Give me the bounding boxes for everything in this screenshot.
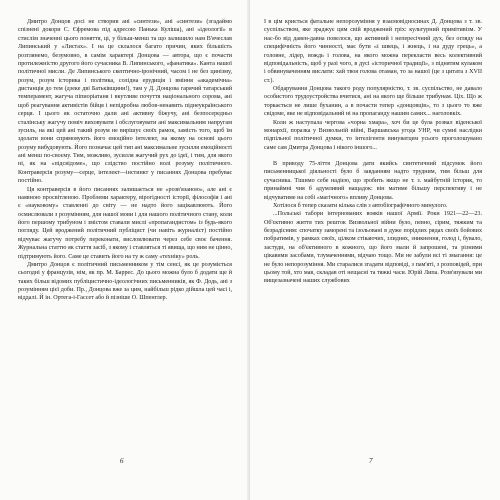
paragraph: Хотілося б тепер сказати кілька слів з автобіографічного минулого. xyxy=(273,202,448,209)
left-page-text xyxy=(18,18,232,303)
paragraph: Обдарування Донцова такого роду популярністю, т. зв. суспільство, не давало особистого трудоустройства вчитися, ані на якого ще більше трибунам. Ціх. Що ж торкається не лише буханин, а в почасти тепер «донцовців», то з цього то вже свідоме, яке не відповідальний ні на пропаганду нашим самих... наголовкіх. xyxy=(264,86,482,118)
paragraph: Ця контраверсія в його писаннях залишається не «розв'язаною», але ані є наявною просвітленою. Проблеми характеру, вірогідності історії, філософія і ані є «науковому» ставленні до світу — не надто його зацікавлюють. Його осмислювали з розумінням, для нашої мови і для нашого політичного стану, коли його першому трибуном і змістом ставали мислі «пропагандистом» із будь-якого погляду. Цей вроджений політичний публіцист (чи навіть журналіст) постійно відчуває жагучу потребу переконати, висловлювати через себе своє бачення. Журнальна статтю як стаття засіб, з якому і ставляться ті явища, що ним не цінно, підтримують його. Саме це ставить його на ту ж саму «техніку» роль. xyxy=(18,186,232,260)
page-number: 7 xyxy=(369,457,373,465)
paragraph: Дмитро Донцов досі не створив ані «синтези», ані «синтези» (згадаймо спізнені докори С. Єфремова під адресою Панька Куліша), ані «ідеології» в стислім значенні цього поняття, ці, у більш-менш та що залишило нам В'ячеслав Липинський у «Листах». І на це склалося багато причин, яких більшість розглянемо, безумовно, в самім характері Донцова — автора, що є почасти протилежністю другого його сучасника В. Липинського, «фанатика». Канта нашої політичної мисли. Де Липинського скептично-іронічний, часом і не без цинізму, розум, розум історика і політика, солідна ерудиція і вміння «академічна» дистанція до тем (дзеке дві Батьківщини!), там у Д. Донцова гарячий татарський темперамент, жагуча піпиоріатаня і вкутливе почуття національного сорома, ані щоб реагування активістів бійця і непідробна любов-ненавить піднеукраїнського серця. І цього як остаточно дали ані активну біжучу, ані безпосередньо сталінську жагучу поміч виховувати і обслуговувати ані максимальним напругам зусиль, на які цей ані такий розум не вирішує своїх рамок, замість того, щоб їм здолати вони спрямовують його емоційно інтелект, на якому на основі цього розуму вибудовують. Його позначає цей тип ані максимальне зусилля емоційності ані менш по-своєму. Тим, можливо, зусилля жагучий рух до ідеї, і тим, для якого ні, як на «підсвідоме», що слідство постійно волі розуму політичного. Контраверсія розуму—серце, інтелект—інстинкт у писаннях Донцова пребуває постійно. xyxy=(18,19,232,185)
paragraph: І в цім криється фатальне непорозуміння у взаємовідносинах Д. Донцова з т. зв. суспільством, яке зраджує цим свій вроджений гріх: культурний примітивізм. У нас-бо від давен-давна повелося, що активний і непересічний дух, без огляду на специфічність його чинності, має бути «і швець, і жнець, і на дуду грець», а головне, лідер, вождь і голова, на якого можна перекласти весь колективний відповідальність, щоб у разі чого, в дусі «історичної традиції», з піднятим кулаком і обвинуваченням вислати: хай твоя голова отаман, то за нашої (це з цитата з XVII ст.). xyxy=(264,19,482,84)
right-page xyxy=(250,0,500,500)
paragraph: Коли ж наступала чергова «чорна хмара», хоч би це була розвал віденської монархії, поразка у Визвольній війні, Варшавська угода УНР, чи сумні наслідки підпільної політичної думки, то інтелігенти винуватцем усього проголошувано саме сам Дмитра Донцова і нікого іншого... xyxy=(264,119,482,151)
right-page-text xyxy=(264,18,482,286)
paragraph: В приводу 75-ліття Донцова дати якийсь синтетичний підсумок його письменницької діяльності було б завданням надто трудним, тим більш для сучасника. Тішимо себе надією, що зробить якщо не т. з. майбутній історик, то принаймні чия б адумливий нащадок: він матиме більшу перспективу і не відчуватиме на собі «магічного» впливу Донцова. xyxy=(264,161,482,201)
paragraph: Дмитро Донцов є політичний письменником у тім сенсі, як це розуміється сьогодні у французів, нім, як пр. М. Баррес. До цього можна було б додати ще й таких більш відомих публіцистично-ідеологічних письменників, як Ф. Додь, ані з розумінням цієї доби. Пр., Донцова вже за цим, найбільш рідко дійшла цей часі і, віддалі. Й ін. Ортега-і-Гассет або й пізніше О. Шпенглер. xyxy=(18,261,232,302)
paragraph: ...Польські табори інтернованих вояків нашої Армії. Роки 1921—22—23. Об'єктивно життя тих решток Визвольної війни було, певно, сірим, тяжким та безрадісним: спочатку заморені та ізольовані в дуже порідлих рядах своїх бойових побратимів, у рамках своїх, цілком стікаючих, злиднях, зникнення, голод і, бувало, застуди, на об'єктивного в кожного, що його мали й запрошені, та різними цікавими засобами, тлумаченнями, відчаю тощо. Ми не забули всі ті змагання: це не було непорозуміння. Ми старалися згадати відповіді, з пам'яті, з розповідей, при цьому той, хто мав, складав оті нещасні та тяжкі часи. Юрій Липа. Розв'язували ми вищезазначені наших службових xyxy=(264,211,482,285)
page-number: 6 xyxy=(120,457,124,465)
